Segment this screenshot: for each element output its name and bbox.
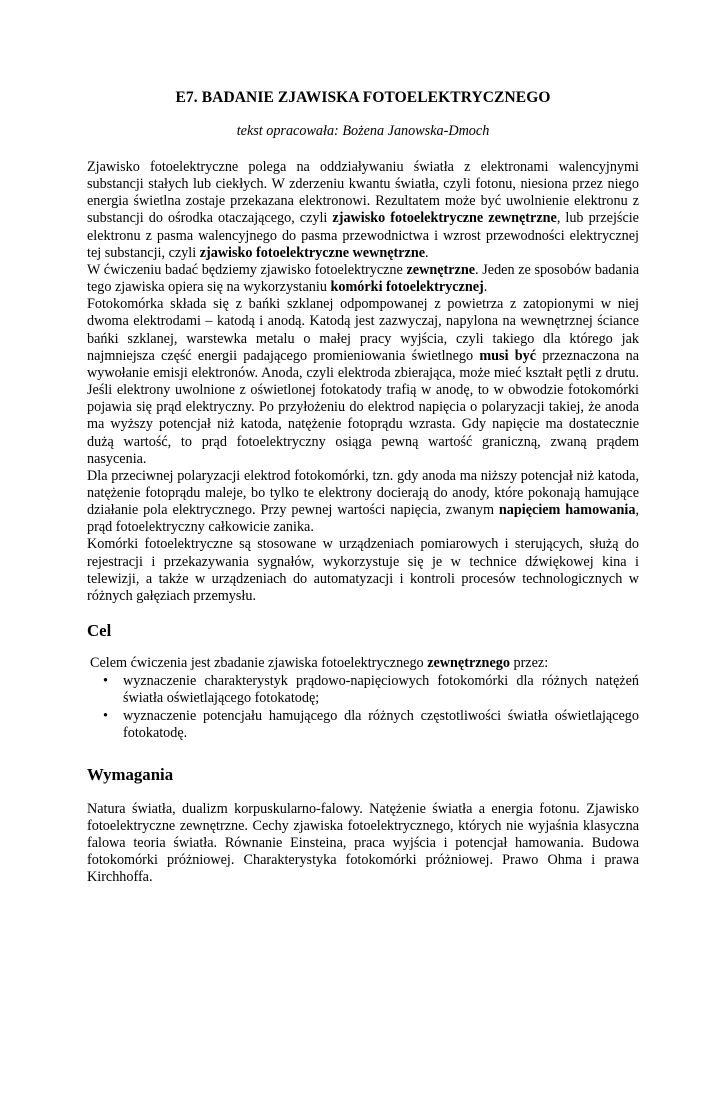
term-internal-effect: zjawisko fotoelektryczne wewnętrzne <box>199 244 426 261</box>
intro-paragraph-4 <box>87 468 639 537</box>
document-page <box>0 88 725 1112</box>
text-run: Zjawisko fotoelektryczne polega na oddziaływaniu światła z elektronami walencyjnymi substancji stałych lub ciekłych. W zderzeniu kwantu światła, czyli fotonu, niesiona przez niego energia świetlna zostaje przekazana elektronowi. Rezultatem może być uwolnienie elektronu z substancji do ośrodka otaczającego, czyli <box>87 159 639 227</box>
text-run: . <box>425 244 429 261</box>
goals-list <box>87 673 639 742</box>
cel-lead <box>90 655 639 672</box>
term-photocell: komórki fotoelektrycznej <box>330 279 484 296</box>
term-external-effect: zjawisko fotoelektryczne zewnętrzne <box>332 210 557 227</box>
text-run: , lub przejście elektronu z pasma walencyjnego do pasma przewodnictwa i wzrost przewodności elektrycznej tej substancji, czyli <box>87 210 639 261</box>
text-run: W ćwiczeniu badać będziemy zjawisko fotoelektryczne <box>87 261 407 278</box>
text-run: . <box>483 279 488 296</box>
author-line <box>87 122 639 140</box>
section-heading-wymagania: Wymagania <box>87 764 174 784</box>
intro-paragraph-1 <box>87 159 639 262</box>
term-external: zewnętrzne <box>406 261 476 278</box>
text-run: przez: <box>509 655 549 672</box>
list-item <box>103 707 639 742</box>
list-item-text: wyznaczenie charakterystyk prądowo-napięciowych fotokomórki dla różnych natężeń światła oświetlającego fotokatodę; <box>123 673 639 707</box>
bullet-icon: • <box>103 673 108 690</box>
text-run: Dla przeciwnej polaryzacji elektrod fotokomórki, tzn. gdy anoda ma niższy potencjał niż katoda, natężenie fotoprądu maleje, bo tylko te elektrony docierają do anody, które pokonają hamujące działanie pola elektrycznego. Przy pewnej wartości napięcia, zwanym <box>87 467 639 519</box>
requirements-text: Natura światła, dualizm korpuskularno-falowy. Natężenie światła a energia fotonu. Zjawisko fotoelektryczne zewnętrzne. Cechy zjawiska fotoelektrycznego, których nie wyjaśnia klasyczna falowa teoria światła. Równanie Einsteina, praca wyjścia i potencjał hamowania. Budowa fotokomórki próżniowej. Charakterystyka fotokomórki próżniowej. Prawo Ohma i prawa Kirchhoffa. <box>87 800 639 886</box>
intro-paragraph-5: Komórki fotoelektryczne są stosowane w urządzeniach pomiarowych i sterujących, służą do rejestracji i przekazywania sygnałów, wykorzystuje się je w technice dźwiękowej kina i telewizji, a także w urządzeniach do automatyzacji i kontroli procesów technologicznych w różnych gałęziach przemysłu. <box>87 536 639 604</box>
document-title: E7. BADANIE ZJAWISKA FOTOELEKTRYCZNEGO <box>175 89 551 106</box>
section-heading-cel: Cel <box>87 621 112 641</box>
term-must-be: musi być <box>479 347 537 364</box>
intro-paragraph-3 <box>87 296 639 468</box>
bullet-icon: • <box>103 707 108 724</box>
author-separator: : <box>334 123 343 139</box>
term-external-genitive: zewnętrznego <box>427 655 510 672</box>
text-run: Fotokomórka składa się z bańki szklanej odpompowanej z powietrza z zatopionymi w niej dwoma elektrodami – katodą i anodą. Katodą jest zazwyczaj, napylona na wewnętrznej ściance bańki szklanej, warstewka metalu o małej pracy wyjścia, czyli takiego dla którego jak najmniejsza część energii padającego promieniowania świetlnego <box>87 296 639 364</box>
term-stopping-voltage: napięciem hamowania <box>498 502 636 519</box>
intro-paragraph-2 <box>87 262 639 296</box>
text-run: . Jeden ze sposobów badania tego zjawiska opiera się na wykorzystaniu <box>87 261 639 296</box>
author-name: Bożena Janowska-Dmoch <box>342 123 490 139</box>
text-run: , prąd fotoelektryczny całkowicie zanika. <box>87 502 639 536</box>
list-item <box>103 673 639 707</box>
text-run: przeznaczona na wywołanie emisji elektronów. Anoda, czyli elektroda zbierająca, może mieć kształt pętli z drutu. Jeśli elektrony uwolnione z oświetlonej fotokatody trafią w anodę, to w obwodzie fotokomórki pojawia się prąd elektryczny. Po przyłożeniu do elektrod napięcia o polaryzacji takiej, że anoda ma wyższy potencjał niż katoda, natężenie fotoprądu wzrasta. Gdy napięcie ma dostatecznie dużą wartość, to prąd fotoelektryczny osiąga pewną wartość graniczną, zwaną prądem nasycenia. <box>87 347 640 467</box>
list-item-text: wyznaczenie potencjału hamującego dla różnych częstotliwości światła oświetlającego fotokatodę. <box>123 707 639 741</box>
author-label: tekst opracowała <box>236 123 335 139</box>
intro-section <box>87 159 639 605</box>
text-run: Celem ćwiczenia jest zbadanie zjawiska fotoelektrycznego <box>90 655 428 672</box>
